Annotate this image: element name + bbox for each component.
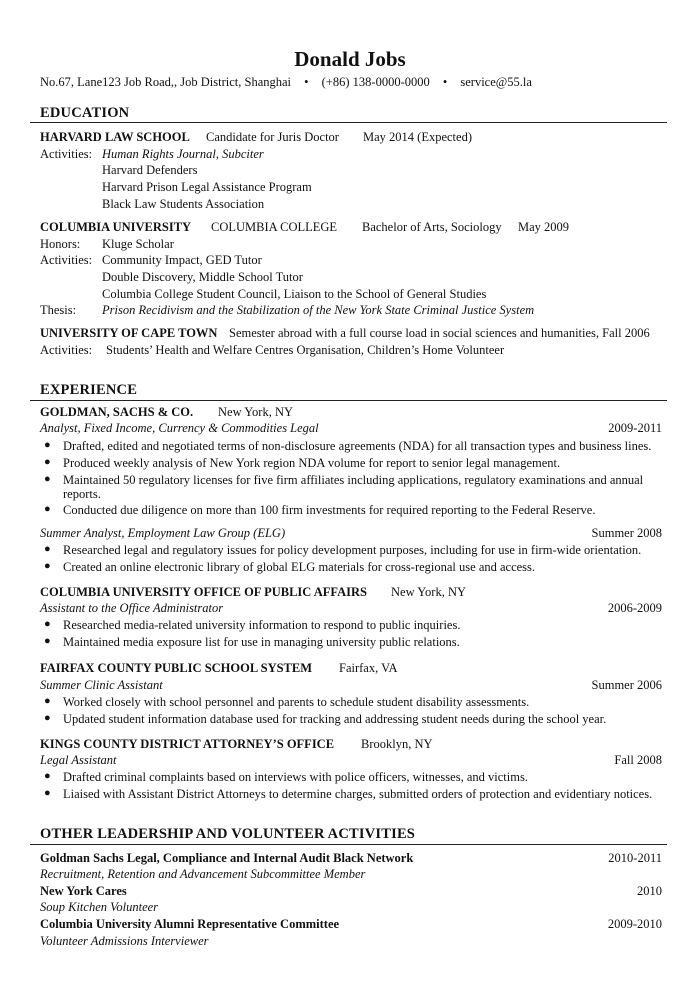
- activity-item: Human Rights Journal, Subciter: [102, 147, 264, 161]
- activities-label: Activities:: [40, 343, 93, 357]
- thesis-title: Prison Recidivism and the Stabilization of the New York State Criminal Justice System: [102, 303, 535, 317]
- separator: •: [442, 75, 448, 89]
- bullet-text: Updated student information database used for tracking and addressing student needs during the school year.: [63, 712, 607, 726]
- separator: •: [304, 75, 309, 89]
- college: COLUMBIA COLLEGE: [211, 220, 338, 234]
- bullet-text: Liaised with Assistant District Attorneys to determine charges, submitted orders of protection and evidentiary notices.: [63, 787, 653, 801]
- bullet-text: Drafted criminal complaints based on interviews with police officers, witnesses, and victims.: [63, 770, 528, 784]
- bullet-dot: ●: [44, 787, 51, 799]
- bullet-text: Conducted due diligence on more than 100 firm investments for required reporting to the Federal Reserve.: [63, 503, 596, 517]
- date: May 2014 (Expected): [363, 130, 472, 144]
- section-heading-education: EDUCATION: [40, 105, 130, 121]
- org-role: Volunteer Admissions Interviewer: [40, 934, 209, 948]
- thesis-label: Thesis:: [40, 303, 77, 317]
- date: May 2009: [518, 220, 570, 234]
- school-detail: Semester abroad with a full course load in social sciences and humanities, Fall 2006: [229, 326, 650, 340]
- activity-item: Students’ Health and Welfare Centres Organisation, Children’s Home Volunteer: [106, 343, 505, 357]
- job-date: 2009-2011: [608, 421, 662, 435]
- degree: Bachelor of Arts, Sociology: [362, 220, 502, 234]
- honors-value: Kluge Scholar: [102, 237, 174, 251]
- resume-name: Donald Jobs: [294, 47, 406, 71]
- school-name: COLUMBIA UNIVERSITY: [40, 220, 192, 234]
- bullet-dot: ●: [44, 543, 51, 555]
- activity-item: Double Discovery, Middle School Tutor: [102, 270, 303, 284]
- contact-line: [40, 74, 532, 90]
- job-title: Legal Assistant: [40, 753, 117, 767]
- activity-item: Harvard Defenders: [102, 163, 198, 177]
- bullet-dot: ●: [44, 503, 51, 515]
- bullet-text: Maintained 50 regulatory licenses for five firm affiliates including applications, regulatory examinations and annual: [63, 473, 644, 487]
- phone: (+86) 138-0000-0000: [321, 75, 430, 89]
- org-role: Recruitment, Retention and Advancement Subcommittee Member: [40, 867, 366, 881]
- section-rule: [30, 844, 667, 845]
- section-heading-experience: EXPERIENCE: [40, 382, 138, 398]
- bullet-dot: ●: [44, 456, 51, 468]
- section-heading-leadership: OTHER LEADERSHIP AND VOLUNTEER ACTIVITIES: [40, 826, 416, 842]
- bullet-dot: ●: [44, 770, 51, 782]
- degree: Candidate for Juris Doctor: [206, 130, 339, 144]
- activities-label: Activities:: [40, 147, 93, 161]
- org-date: 2010-2011: [608, 851, 662, 865]
- bullet-text: Maintained media exposure list for use in managing university public relations.: [63, 635, 460, 649]
- org-name: Goldman Sachs Legal, Compliance and Internal Audit Black Network: [40, 851, 414, 865]
- location: New York, NY: [391, 585, 467, 599]
- school-name: UNIVERSITY OF CAPE TOWN: [40, 326, 218, 340]
- email[interactable]: service@55.la: [460, 75, 532, 89]
- org-name: New York Cares: [40, 884, 127, 898]
- job-title: Analyst, Fixed Income, Currency & Commodities Legal: [40, 421, 319, 435]
- bullet-text: Worked closely with school personnel and parents to schedule student disability assessments.: [63, 695, 530, 709]
- activity-item: Columbia College Student Council, Liaison to the School of General Studies: [102, 287, 487, 301]
- bullet-dot: ●: [44, 560, 51, 572]
- bullet-dot: ●: [44, 712, 51, 724]
- bullet-text: Created an online electronic library of global ELG materials for cross-regional use and access.: [63, 560, 536, 574]
- activity-item: Black Law Students Association: [102, 197, 265, 211]
- school-name: HARVARD LAW SCHOOL: [40, 130, 190, 144]
- company-name: FAIRFAX COUNTY PUBLIC SCHOOL SYSTEM: [40, 661, 313, 675]
- bullet-dot: ●: [44, 439, 51, 451]
- org-role: Soup Kitchen Volunteer: [40, 900, 159, 914]
- company-name: KINGS COUNTY DISTRICT ATTORNEY’S OFFICE: [40, 737, 335, 751]
- company-name: COLUMBIA UNIVERSITY OFFICE OF PUBLIC AFFAIRS: [40, 585, 368, 599]
- bullet-text: Researched legal and regulatory issues for policy development purposes, including for use in firm-wide orientation.: [63, 543, 642, 557]
- section-rule: [30, 400, 667, 401]
- job-date: 2006-2009: [607, 601, 662, 615]
- job-title: Summer Analyst, Employment Law Group (ELG): [40, 526, 286, 540]
- location: New York, NY: [218, 405, 294, 419]
- location: Brooklyn, NY: [361, 737, 433, 751]
- section-rule: [30, 122, 667, 123]
- bullet-text: Produced weekly analysis of New York region NDA volume for report to senior legal management.: [63, 456, 561, 470]
- honors-label: Honors:: [40, 237, 81, 251]
- job-title: Summer Clinic Assistant: [40, 678, 163, 692]
- activity-item: Community Impact, GED Tutor: [102, 253, 262, 267]
- company-name: GOLDMAN, SACHS & CO.: [40, 405, 194, 419]
- activity-item: Harvard Prison Legal Assistance Program: [102, 180, 312, 194]
- bullet-dot: ●: [44, 695, 51, 707]
- job-date: Summer 2008: [591, 526, 662, 540]
- address: No.67, Lane123 Job Road,, Job District, Shanghai: [40, 75, 292, 89]
- job-date: Summer 2006: [591, 678, 662, 692]
- org-date: 2009-2010: [607, 917, 662, 931]
- job-title: Assistant to the Office Administrator: [40, 601, 224, 615]
- location: Fairfax, VA: [339, 661, 398, 675]
- bullet-text: Researched media-related university information to respond to public inquiries.: [63, 618, 461, 632]
- org-name: Columbia University Alumni Representative Committee: [40, 917, 340, 931]
- bullet-dot: ●: [44, 618, 51, 630]
- bullet-dot: ●: [44, 635, 51, 647]
- bullet-text-continuation: reports.: [63, 487, 101, 501]
- bullet-dot: ●: [44, 473, 51, 485]
- job-date: Fall 2008: [614, 753, 662, 767]
- bullet-text: Drafted, edited and negotiated terms of non-disclosure agreements (NDA) for all transaction types and business lines.: [63, 439, 652, 453]
- org-date: 2010: [637, 884, 662, 898]
- activities-label: Activities:: [40, 253, 93, 267]
